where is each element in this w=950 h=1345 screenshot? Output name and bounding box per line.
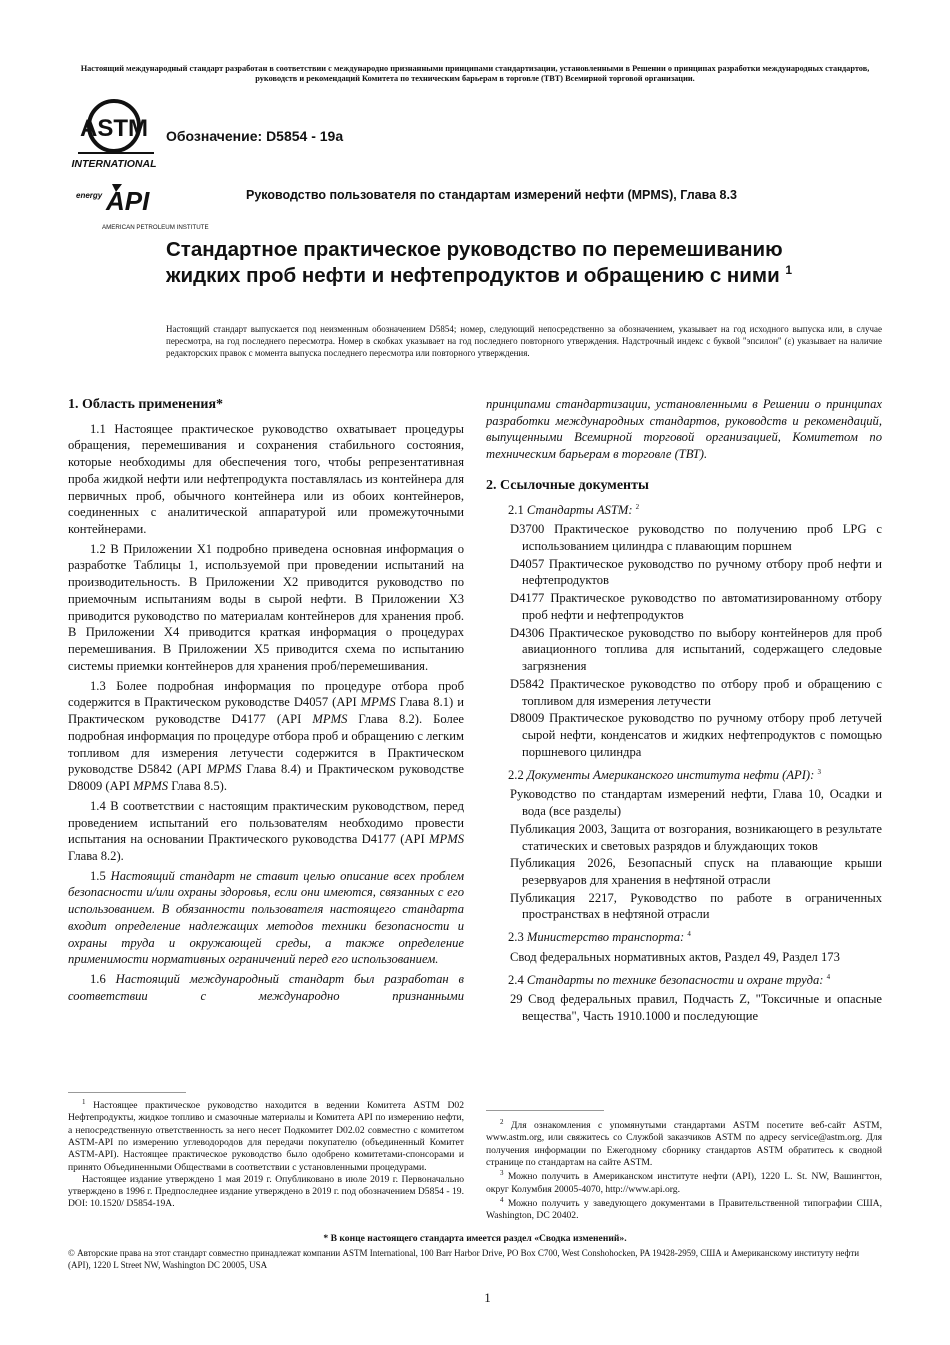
left-column bbox=[68, 396, 464, 1008]
copyright: © Авторские права на этот стандарт совместно принадлежат компании ASTM International, 100 Barr Harbor Drive, PO Box C700, West Conshohocken, PA 19428-2959, США и Американскому институту нефти (API), 1220 L Street NW, Washington DC 20005, USA bbox=[68, 1248, 860, 1270]
paragraph-1-3: 1.3 Более подробная информация по процедуре отбора проб содержится в Практическом руководстве D4057 (API MPMS Глава 8.1) и Практическом руководстве D4177 (API MPMS Глава 8.2). Более подробная информация по процедуре отбора проб и обращению с легким топливом для измерения летучести содержится в Практическом руководстве D5842 (API MPMS Глава 8.4) и Практическом руководстве D8009 (API MPMS Глава 8.5). bbox=[68, 678, 465, 794]
astm-reference-list bbox=[486, 521, 882, 760]
astm-logo-text: INTERNATIONAL bbox=[71, 158, 157, 170]
right-column bbox=[486, 396, 882, 1026]
footnote-1-edition: Настоящее издание утверждено 1 мая 2019 г. Опубликовано в июле 2019 г. Первоначально утверждено в 1996 г. Предпоследнее издание утверждено в 2019 г. под обозначением D5854 - 19. DOI: 10.1520/ D5854-19A. bbox=[68, 1173, 464, 1210]
svg-text:ASTM: ASTM bbox=[80, 115, 148, 142]
page-title: Стандартное практическое руководство по перемешиванию жидких проб нефти и нефтепродуктов и обращению с ними $^1$ bbox=[166, 238, 793, 287]
subsection-2-1: 2.1 Стандарты ASTM: $^2$ bbox=[508, 502, 640, 517]
subsection-2-2: 2.2 Документы Американского института нефти (API): $^3$ bbox=[508, 767, 821, 782]
section-2-heading: 2. Ссылочные документы bbox=[486, 477, 649, 493]
footnote-divider-right bbox=[486, 1110, 604, 1111]
designation: Обозначение: D5854 - 19a bbox=[166, 128, 344, 144]
paragraph-1-1: 1.1 Настоящее практическое руководство охватывает процедуры обращения, перемешивания и сохранения стабильного состояния, которые необходимы для обеспечения того, чтобы репрезентативная проба жидкой нефти или нефтепродукта поставлялась из контейнера для первичных проб, обычного контейнера или из обоих контейнеров, соединенных с аналитической аппаратурой или промежуточными контейнерами. bbox=[68, 421, 464, 537]
footnote-2: $^2$ Для ознакомления с упомянутыми стандартами ASTM посетите веб-сайт ASTM, www.astm.org, или свяжитесь со Службой заказчиков ASTM по адресу service@astm.org. Для получения информации по Ежегодному сборнику стандартов ASTM обратитесь к сводной странице по стандартам на сайте ASTM. bbox=[486, 1118, 882, 1168]
reference-item: D4057 Практическое руководство по ручному отбору проб нефти и нефтепродуктов bbox=[510, 556, 882, 588]
reference-item: 29 Свод федеральных правил, Подчасть Z, "Токсичные и опасные вещества", Часть 1910.1000 и последующие bbox=[510, 992, 882, 1024]
footnote-4: $^4$ Можно получить у заведующего документами в Правительственной типографии США, Washington, DC 20402. bbox=[486, 1195, 882, 1222]
api-logo-subtitle: AMERICAN PETROLEUM INSTITUTE bbox=[102, 224, 209, 231]
api-reference-list bbox=[486, 786, 882, 923]
title-footnote-ref: 1 bbox=[785, 262, 793, 277]
paragraph-1-4: 1.4 В соответствии с настоящим практическим руководством, перед проведением испытаний его пользователям необходимо провести испытания на основании Практического руководства D4177 (API MPMS Глава 8.2). bbox=[68, 798, 464, 863]
standards-notice: Настоящий международный стандарт разработан в соответствии с международно признанными принципами стандартизации, установленными в Решении о принципах разработки международных стандартов, руководств и рекомендаций Комитета по техническим барьерам в торговле (ТВТ) Всемирной торговой организации. bbox=[80, 64, 870, 84]
subsection-2-3: 2.3 Министерство транспорта: $^4$ bbox=[508, 929, 691, 945]
reference-item: D4177 Практическое руководство по автоматизированному отбору проб нефти и нефтепродуктов bbox=[510, 591, 882, 622]
reference-item: Руководство по стандартам измерений нефти, Глава 10, Осадки и вода (все разделы) bbox=[510, 787, 882, 819]
reference-item: D5842 Практическое руководство по отбору проб и обращению с топливом для измерения летучести bbox=[510, 676, 882, 708]
svg-text:API: API bbox=[106, 186, 150, 216]
reference-item: D8009 Практическое руководство по ручному отбору проб летучей сырой нефти, конденсатов и жидких нефтепродуктов с помощью поршневого цилиндра bbox=[510, 711, 882, 759]
api-logo bbox=[72, 180, 242, 232]
mpms-chapter: Руководство пользователя по стандартам измерений нефти (MPMS), Глава 8.3 bbox=[246, 188, 737, 202]
paragraph-1-6: 1.6 Настоящий международный стандарт был разработан в соответствии с международно признанными bbox=[68, 972, 464, 1003]
footnotes-right bbox=[486, 1118, 882, 1223]
summary-of-changes-note: * В конце настоящего стандарта имеется раздел «Сводка изменений». bbox=[323, 1233, 627, 1244]
footnote-3: $^3$ Можно получить в Американском институте нефти (API), 1220 L. St. NW, Вашингтон, округ Колумбия 20005-4070, http://www.api.org. bbox=[486, 1169, 883, 1195]
reference-item: Публикация 2217, Руководство по работе в ограниченных пространствах в нефтяной отрасли bbox=[510, 890, 882, 922]
section-1-heading: 1. Область применения* bbox=[68, 397, 224, 412]
issued-note: Настоящий стандарт выпускается под неизменным обозначением D5854; номер, следующий непосредственно за обозначением, указывает на год исходного выпуска или, в случае пересмотра, на год последнего пересмотра. Номер в скобках указывает на год последнего повторного утверждения. Надстрочный индекс с буквой "эпсилон" (ε) указывает на наличие редакторских правок с момента выпуска последнего пересмотра или повторного утверждения. bbox=[166, 324, 882, 358]
reference-item: Свод федеральных нормативных актов, Раздел 49, Раздел 173 bbox=[510, 949, 840, 964]
osha-reference-list bbox=[486, 991, 882, 1024]
reference-item: D4306 Практическое руководство по выбору контейнеров для проб авиационного топлива для испытаний, содержащего следовые загрязнения bbox=[510, 625, 882, 674]
paragraph-1-2: 1.2 В Приложении X1 подробно приведена основная информация о разработке Таблицы 1, используемой при проведении испытаний на производительность. В Приложении X2 приводится руководство по приемочным испытаниям воды в сырой нефти. В Приложении X3 приводится руководство по материалам контейнеров для хранения проб. В Приложении X4 приводится краткая информация о процедурах перемешивания. В Приложении X5 приводится схема по испытанию системы приемки контейнеров для хранения проб/перемешивания. bbox=[68, 541, 464, 673]
subsection-2-4: 2.4 Стандарты по технике безопасности и охране труда: $^4$ bbox=[508, 972, 831, 987]
astm-logo bbox=[68, 98, 160, 170]
footnotes-left bbox=[68, 1098, 464, 1211]
footnote-1: $^1$ Настоящее практическое руководство находится в ведении Комитета ASTM D02 Нефтепродукты, жидкое топливо и смазочные материалы и Комитета API по измерению нефти, а непосредственную ответственность за него несет Подкомитет D02.02 совместно с комитетом ASTM-API по измерению углеводородов для передачи покупателю (объединенный Комитет ASTM-API). Настоящее практическое руководство было одобрено комитетами-спонсорами и принято Объединенными Обществами в соответствии с установленными процедурами. bbox=[68, 1098, 464, 1173]
reference-item: Публикация 2026, Безопасный спуск на плавающие крыши резервуаров для хранения в нефтяной отрасли bbox=[510, 856, 882, 887]
footnote-divider-left bbox=[68, 1092, 186, 1093]
paragraph-1-5: 1.5 Настоящий стандарт не ставит целью описание всех проблем безопасности и/или охраны здоровья, если они имеются, связанных с его использованием. В обязанности пользователя настоящего стандарта входит определение надлежащих методов техники безопасности и охраны труда и окружающей среды, а также определение применимости нормативных ограничений перед его использованием. bbox=[68, 868, 464, 967]
page-number: 1 bbox=[484, 1290, 491, 1305]
dot-reference-list bbox=[486, 949, 882, 966]
api-logo-energy: energy bbox=[76, 191, 103, 200]
paragraph-1-6-continued: принципами стандартизации, установленными в Решении о принципах разработки международных стандартов, руководств и рекомендаций, выпущенными Всемирной торговой организацией, Комитетом по техническим барьерам в торговле (ТВТ). bbox=[486, 397, 882, 462]
reference-item: D3700 Практическое руководство по получению проб LPG с использованием цилиндра с плавающим поршнем bbox=[510, 522, 882, 554]
reference-item: Публикация 2003, Защита от возгорания, возникающего в результате статических и световых разрядов и блуждающих токов bbox=[510, 821, 882, 853]
